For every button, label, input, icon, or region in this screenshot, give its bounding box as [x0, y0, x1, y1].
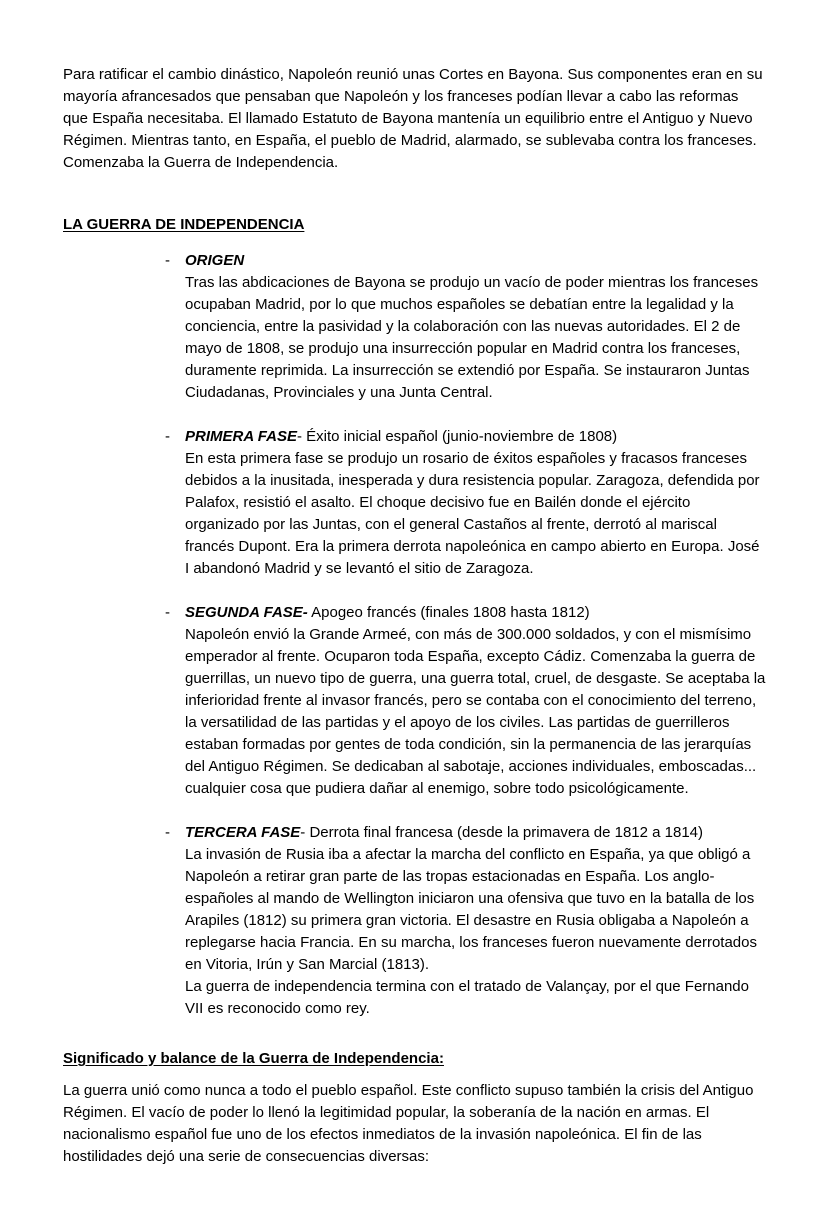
- list-item-primera-fase: [165, 426, 766, 580]
- phase-heading: [185, 602, 766, 624]
- phase-paragraph: En esta primera fase se produjo un rosario de éxitos españoles y fracasos franceses debidos a la inusitada, inesperada y dura resistencia popular. Zaragoza, defendida por Palafox, resistió el asalto. El choque decisivo fue en Bailén donde el ejército organizado por las Juntas, con el general Castaños al frente, derrotó al mariscal francés Dupont. Era la primera derrota napoleónica en campo abierto en Europa. José I abandonó Madrid y se levantó el sitio de Zaragoza.: [185, 450, 760, 577]
- intro-paragraph: Para ratificar el cambio dinástico, Napoleón reunió unas Cortes en Bayona. Sus componentes eran en su mayoría afrancesados que pensaban que Napoleón y los franceses podían llevar a cabo las reformas que España necesitaba. El llamado Estatuto de Bayona mantenía un equilibrio entre el Antiguo y Nuevo Régimen. Mientras tanto, en España, el pueblo de Madrid, alarmado, se sublevaba contra los franceses. Comenzaba la Guerra de Independencia.: [63, 66, 763, 171]
- phase-content: [185, 250, 766, 404]
- phase-heading: [185, 426, 766, 448]
- phase-subtitle: - Derrota final francesa (desde la primavera de 1812 a 1814): [300, 824, 704, 841]
- list-item-tercera-fase: [165, 822, 766, 1020]
- phase-title: TERCERA FASE: [185, 824, 301, 841]
- secondary-heading: Significado y balance de la Guerra de Independencia:: [63, 1050, 444, 1067]
- list-item-segunda-fase: [165, 602, 766, 800]
- bullet-dash: -: [165, 252, 170, 269]
- phase-content: [185, 426, 766, 580]
- bullet-dash: -: [165, 824, 170, 841]
- phase-heading: [185, 822, 766, 844]
- bullet-dash: -: [165, 604, 170, 621]
- phase-paragraph: Tras las abdicaciones de Bayona se produjo un vacío de poder mientras los franceses ocupaban Madrid, por lo que muchos españoles se debatían entre la legalidad y la conciencia, entre la pasividad y la colaboración con las nuevas autoridades. El 2 de mayo de 1808, se produjo una insurrección popular en Madrid contra los franceses, duramente reprimida. La insurrección se extendió por España. Se instauraron Juntas Ciudadanas, Provinciales y una Junta Central.: [185, 274, 759, 401]
- outro-paragraph: La guerra unió como nunca a todo el pueblo español. Este conflicto supuso también la crisis del Antiguo Régimen. El vacío de poder lo llenó la legitimidad popular, la soberanía de la nación en armas. El nacionalismo español fue uno de los efectos inmediatos de la invasión napoleónica. El fin de las hostilidades dejó una serie de consecuencias diversas:: [63, 1082, 754, 1165]
- phase-paragraph: La guerra de independencia termina con el tratado de Valançay, por el que Fernando VII es reconocido como rey.: [185, 978, 749, 1017]
- phase-title: ORIGEN: [185, 252, 245, 269]
- phase-title: PRIMERA FASE: [185, 428, 297, 445]
- phase-subtitle: - Éxito inicial español (junio-noviembre de 1808): [296, 428, 618, 445]
- phase-content: [185, 822, 766, 1020]
- main-heading: LA GUERRA DE INDEPENDENCIA: [63, 216, 305, 233]
- list-item-origen: [165, 250, 766, 404]
- phase-paragraph: Napoleón envió la Grande Armeé, con más de 300.000 soldados, y con el mismísimo emperador al frente. Ocuparon toda España, excepto Cádiz. Comenzaba la guerra de guerrillas, un nuevo tipo de guerra, una guerra total, cruel, de desgaste. Se aceptaba la inferioridad frente al invasor francés, pero se contaba con el conocimiento del terreno, la versatilidad de las partidas y el apoyo de los civiles. Las partidas de guerrilleros estaban formadas por gentes de toda condición, sin la permanencia de las jerarquías del Antiguo Régimen. Se dedicaban al sabotaje, acciones individuales, emboscadas... cualquier cosa que pudiera dañar al enemigo, sobre todo psicológicamente.: [185, 626, 766, 797]
- phase-content: [185, 602, 766, 800]
- phase-list: [63, 250, 766, 1020]
- phase-title: SEGUNDA FASE-: [185, 604, 308, 621]
- phase-paragraph: La invasión de Rusia iba a afectar la marcha del conflicto en España, ya que obligó a Napoleón a retirar gran parte de las tropas estacionadas en España. Los anglo-españoles al mando de Wellington iniciaron una ofensiva que tuvo en la batalla de los Arapiles (1812) su primera gran victoria. El desastre en Rusia obligaba a Napoleón a replegarse hacia Francia. En su marcha, los franceses fueron nuevamente derrotados en Vitoria, Irún y San Marcial (1813).: [185, 846, 757, 973]
- phase-heading: [185, 250, 766, 272]
- phase-subtitle: Apogeo francés (finales 1808 hasta 1812): [307, 604, 590, 621]
- bullet-dash: -: [165, 428, 170, 445]
